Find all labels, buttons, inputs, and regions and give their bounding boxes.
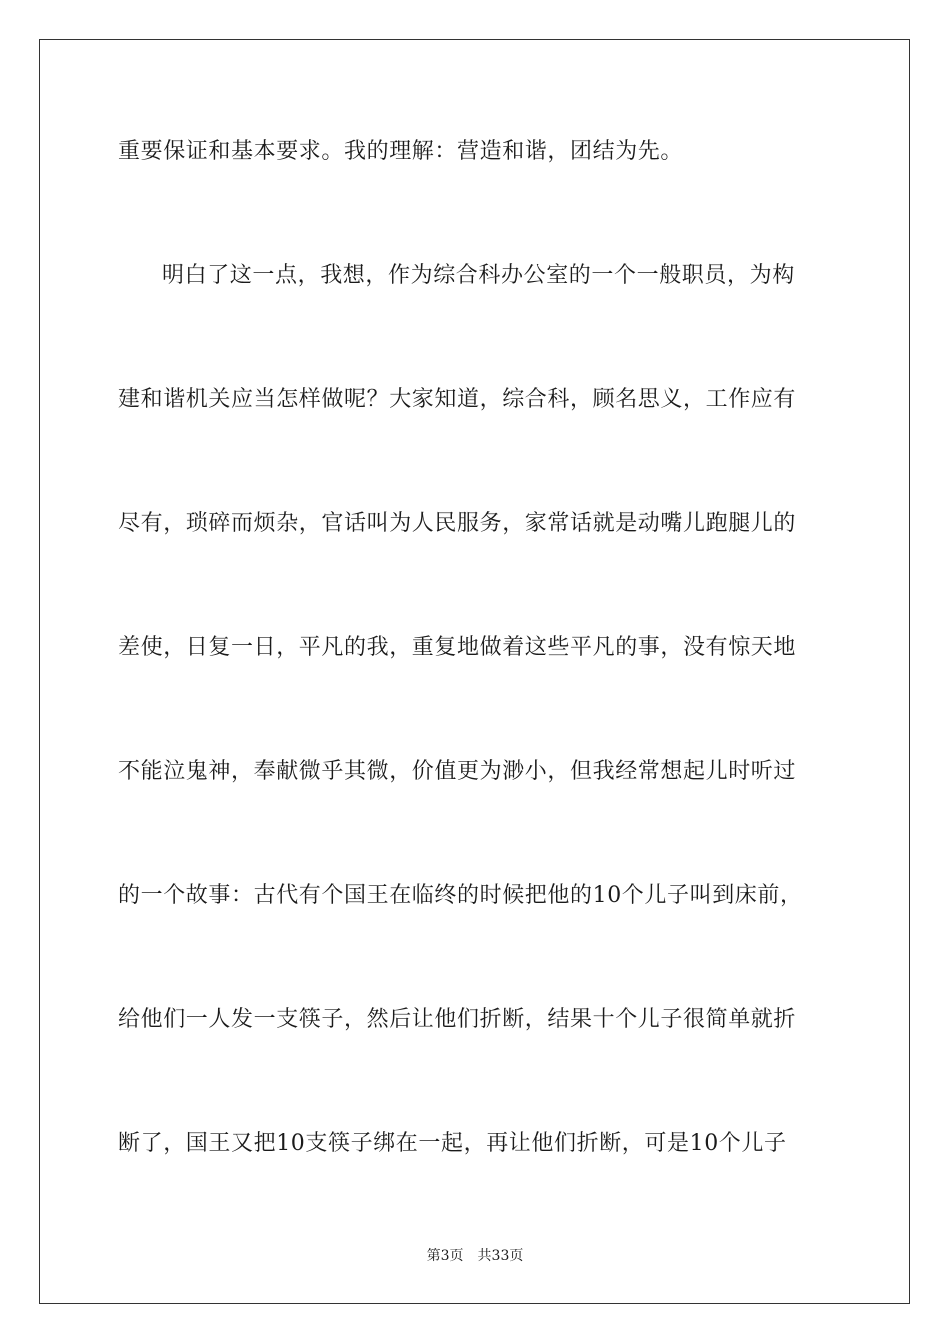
text-line-8: 给他们一人发一支筷子，然后让他们折断，结果十个儿子很简单就折 [118,1007,797,1032]
text-line-7: 的一个故事：古代有个国王在临终的时候把他的10个儿子叫到床前， [118,883,803,908]
page-footer [0,1247,950,1265]
page-number: 第3页 [426,1248,464,1264]
text-line-5: 差使，日复一日，平凡的我，重复地做着这些平凡的事，没有惊天地 [118,635,797,660]
text-line-4: 尽有，琐碎而烦杂，官话叫为人民服务，家常话就是动嘴儿跑腿儿的 [118,511,797,536]
text-line-9: 断了，国王又把10支筷子绑在一起，再让他们折断，可是10个儿子 [118,1131,787,1156]
page-border [39,39,910,1304]
text-line-6: 不能泣鬼神，奉献微乎其微，价值更为渺小，但我经常想起儿时听过 [118,759,797,784]
text-line-1: 重要保证和基本要求。我的理解：营造和谐，团结为先。 [118,139,684,164]
text-line-3: 建和谐机关应当怎样做呢？大家知道，综合科，顾名思义，工作应有 [118,387,797,412]
text-line-2: 明白了这一点，我想，作为综合科办公室的一个一般职员，为构 [162,263,795,288]
page-total: 共33页 [477,1248,524,1264]
